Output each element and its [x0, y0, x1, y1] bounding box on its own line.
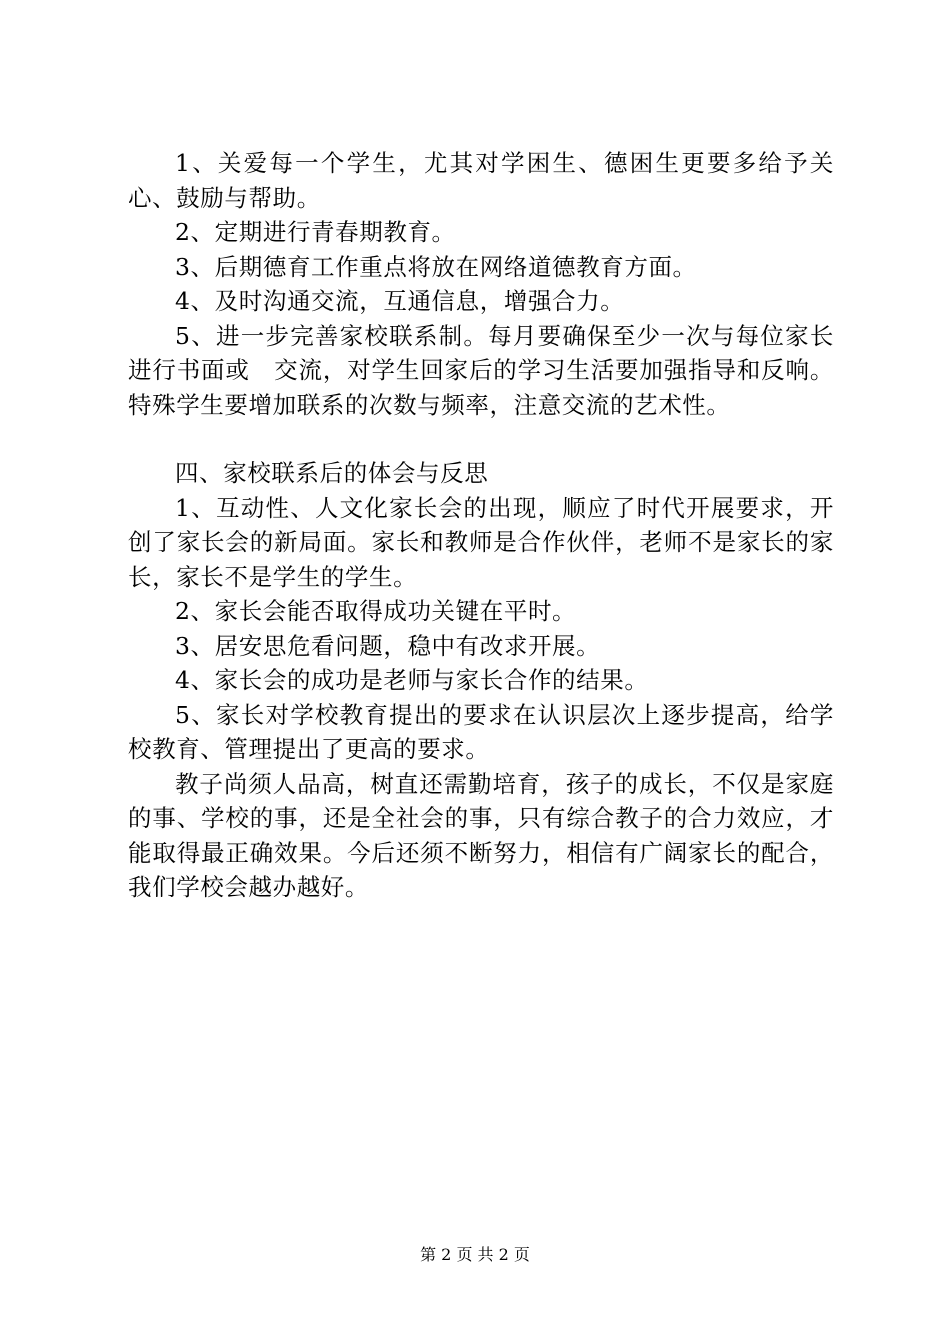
reflection-item-5: 5、家长对学校教育提出的要求在认识层次上逐步提高，给学校教育、管理提出了更高的要求。 — [128, 700, 834, 763]
section-heading: 四、家校联系后的体会与反思 — [175, 459, 489, 487]
section-spacer — [128, 422, 834, 456]
paragraph-item-3: 3、后期德育工作重点将放在网络道德教育方面。 — [175, 252, 697, 281]
paragraph-item-4: 4、及时沟通交流，互通信息，增强合力。 — [175, 287, 625, 315]
paragraph-item-2: 2、定期进行青春期教育。 — [175, 218, 456, 246]
page-number-footer: 第 2 页 共 2 页 — [420, 1245, 530, 1264]
paragraph-item-1: 1、关爱每一个学生，尤其对学困生、德困生更要多给予关心、鼓励与帮助。 — [128, 149, 834, 212]
paragraph-item-5: 5、进一步完善家校联系制。每月要确保至少一次与每位家长进行书面或 交流，对学生回家后的学习生活要加强指导和反响。特殊学生要增加联系的次数与频率，注意交流的艺术性。 — [128, 321, 834, 419]
reflection-item-1: 1、互动性、人文化家长会的出现，顺应了时代开展要求，开创了家长会的新局面。家长和教师是合作伙伴，老师不是家长的家长，家长不是学生的学生。 — [128, 493, 834, 591]
reflection-item-3: 3、居安思危看问题，稳中有改求开展。 — [175, 631, 601, 660]
reflection-item-2: 2、家长会能否取得成功关键在平时。 — [175, 597, 577, 625]
document-body — [128, 146, 834, 905]
closing-paragraph: 教子尚须人品高，树直还需勤培育，孩子的成长，不仅是家庭的事、学校的事，还是全社会的事，只有综合教子的合力效应，才能取得最正确效果。今后还须不断努力，相信有广阔家长的配合，我们学校会越办越好。 — [128, 769, 834, 901]
reflection-item-4: 4、家长会的成功是老师与家长合作的结果。 — [175, 666, 649, 694]
